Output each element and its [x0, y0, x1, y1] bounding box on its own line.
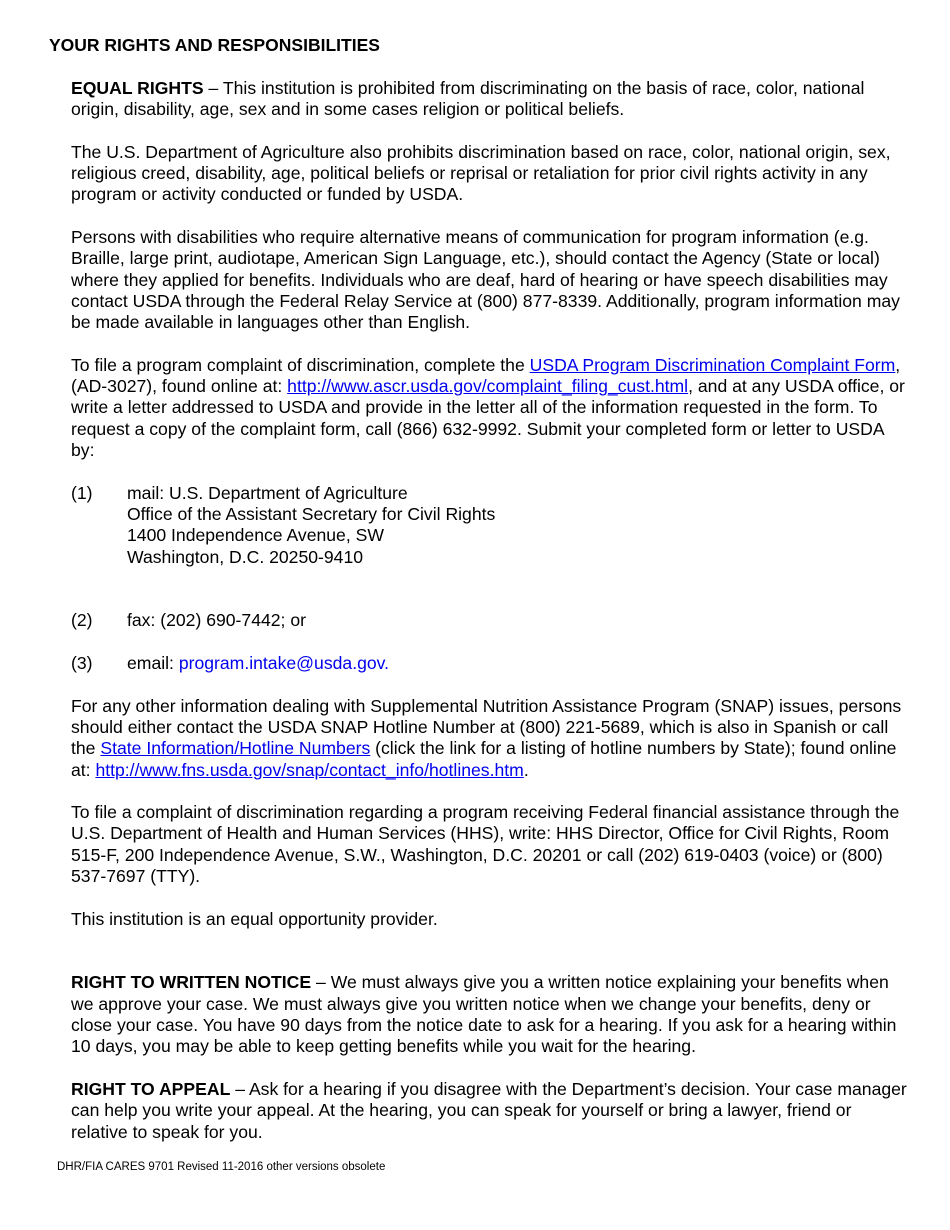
mail-address: [127, 483, 911, 568]
equal-rights-heading: EQUAL RIGHTS: [71, 78, 204, 98]
page-title: YOUR RIGHTS AND RESPONSIBILITIES: [49, 35, 380, 55]
equal-rights-paragraph: [71, 78, 911, 121]
mail-line: Office of the Assistant Secretary for Civil Rights: [127, 503, 496, 524]
email-line: [127, 653, 911, 674]
fax-text: fax: (202) 690-7442; or: [127, 610, 306, 631]
complaint-url-link[interactable]: http://www.ascr.usda.gov/complaint_filing_cust.html: [287, 376, 689, 397]
appeal-text: Ask for a hearing if you disagree with the Department’s decision. Your case manager can help you write your appeal. At the hearing, you can speak for yourself or bring a lawyer, friend or relative to speak for you.: [71, 1078, 907, 1142]
appeal-heading: RIGHT TO APPEAL: [71, 1078, 231, 1099]
snap-middle: (click the link for a listing of hotline numbers by State); found online at:: [71, 738, 897, 780]
spacer: [71, 951, 911, 972]
mail-line: 1400 Independence Avenue, SW: [127, 525, 384, 546]
disabilities-paragraph: Persons with disabilities who require alternative means of communication for program information (e.g. Braille, large print, audiotape, American Sign Language, etc.), should contact the Agency (State or local) where they applied for benefits. Individuals who are deaf, hard of hearing or have speech disabilities may contact USDA through the Federal Relay Service at (800) 877-8339. Additionally, program information may be made available in languages other than English.: [71, 227, 900, 333]
submit-method-email: [71, 653, 911, 674]
document-body: [71, 78, 911, 1164]
snap-end: .: [523, 759, 529, 780]
spacer: [71, 589, 911, 610]
written-notice-text: We must always give you a written notice explaining your benefits when we approve your case. We must always give you written notice when we change your benefits, deny or close your case. You have 90 days from the notice date to ask for a hearing. If you ask for a hearing within 10 days, you may be able to keep getting benefits while you wait for the hearing.: [71, 972, 897, 1057]
list-number: (3): [71, 653, 93, 674]
submit-method-fax: [71, 610, 911, 631]
complaint-form-link[interactable]: USDA Program Discrimination Complaint Form: [529, 354, 896, 375]
equal-rights-text: This institution is prohibited from discriminating on the basis of race, color, national origin, disability, age, sex and in some cases religion or political beliefs.: [71, 78, 865, 120]
list-number: (1): [71, 482, 93, 503]
snap-intro: For any other information dealing with Supplemental Nutrition Assistance Program (SNAP) issues, persons should either contact the USDA SNAP Hotline Number at (800) 221-5689, which is also in Spanish or call the: [71, 695, 902, 759]
appeal-dash: –: [230, 1078, 249, 1099]
written-notice-dash: –: [311, 972, 331, 993]
email-address-link[interactable]: program.intake@usda.gov.: [178, 653, 390, 674]
mail-line: mail: U.S. Department of Agriculture: [127, 482, 408, 503]
written-notice-heading: RIGHT TO WRITTEN NOTICE: [71, 972, 312, 993]
hhs-paragraph: To file a complaint of discrimination regarding a program receiving Federal financial assistance through the U.S. Department of Health and Human Services (HHS), write: HHS Director, Office for Civil Rights, Room 515-F, 200 Independence Avenue, S.W., Washington, D.C. 20201 or call (202) 619-0403 (voice) or (800) 537-7697 (TTY).: [71, 802, 900, 886]
written-notice-paragraph: [71, 972, 911, 1057]
complaint-intro: To file a program complaint of discrimination, complete the: [71, 354, 530, 375]
form-footer: DHR/FIA CARES 9701 Revised 11-2016 other versions obsolete: [57, 1161, 386, 1173]
equal-opportunity-statement: This institution is an equal opportunity provider.: [71, 908, 438, 929]
complaint-after-form: , (AD-3027), found online at:: [71, 354, 901, 397]
list-number: (2): [71, 610, 93, 631]
snap-hotlines-url-link[interactable]: http://www.fns.usda.gov/snap/contact_info/hotlines.htm: [95, 759, 524, 780]
complaint-paragraph: [71, 355, 911, 461]
equal-rights-dash: –: [203, 78, 223, 98]
snap-paragraph: [71, 696, 911, 781]
complaint-rest: , and at any USDA office, or write a letter addressed to USDA and provide in the letter all of the information requested in the form. To request a copy of the complaint form, call (866) 632-9992. Submit your completed form or letter to USDA by:: [71, 376, 905, 461]
usda-paragraph: The U.S. Department of Agriculture also prohibits discrimination based on race, color, national origin, sex, religious creed, disability, age, political beliefs or reprisal or retaliation for prior civil rights activity in any program or activity conducted or funded by USDA.: [71, 141, 891, 205]
submit-method-mail: [71, 483, 911, 568]
email-prefix: email:: [127, 653, 179, 674]
mail-line: Washington, D.C. 20250-9410: [127, 546, 364, 567]
hotline-numbers-link[interactable]: State Information/Hotline Numbers: [100, 738, 371, 759]
appeal-paragraph: [71, 1079, 911, 1143]
